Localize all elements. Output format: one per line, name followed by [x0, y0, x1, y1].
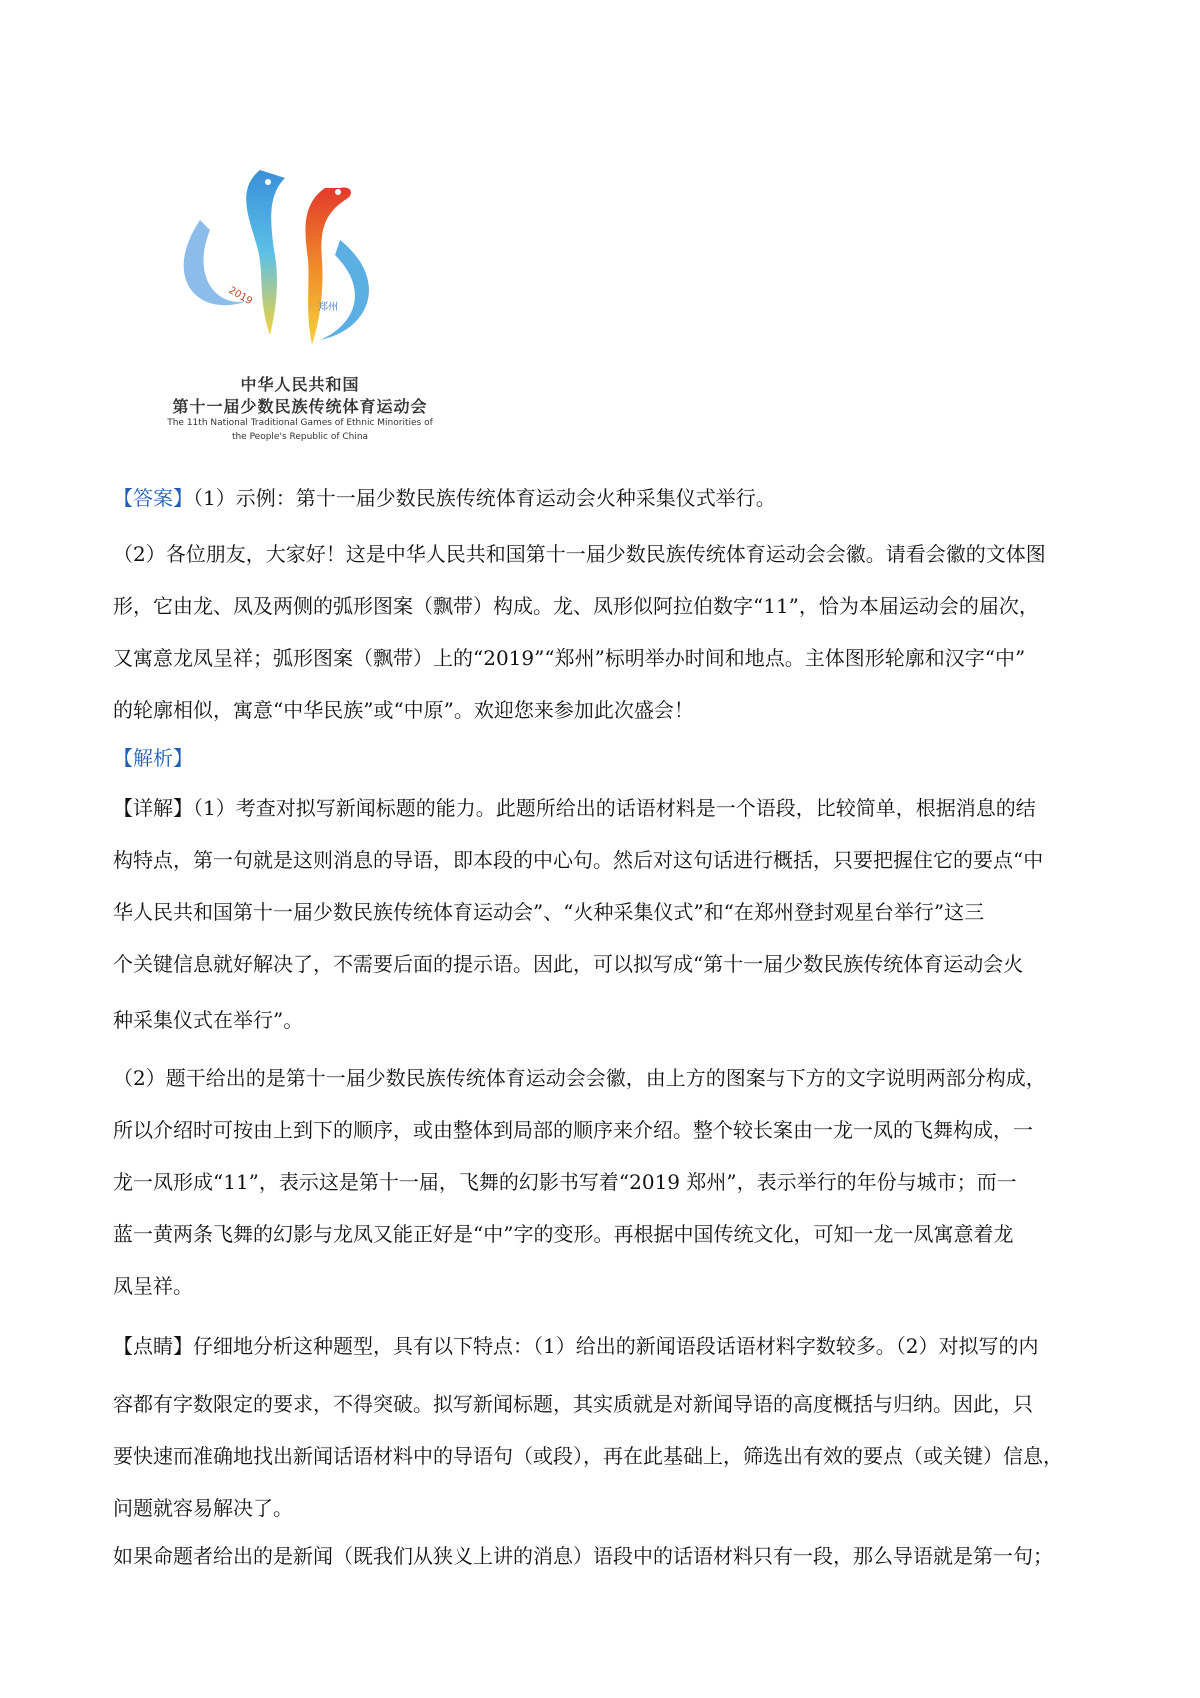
tip-tag: 【点睛】 — [113, 1334, 193, 1358]
tip-line-5: 如果命题者给出的是新闻（既我们从狭义上讲的消息）语段中的话语材料只有一段，那么导语就是第一句； — [113, 1544, 1053, 1568]
analysis-line-2: 构特点，第一句就是这则消息的导语，即本段的中心句。然后对这句话进行概括，只要把握住它的要点“中 — [113, 848, 1044, 872]
analysis-line-1: 【详解】（1）考查对拟写新闻标题的能力。此题所给出的话语材料是一个语段，比较简单，根据消息的结 — [113, 796, 1036, 820]
analysis-line-10: 凤呈祥。 — [113, 1274, 193, 1298]
analysis-line-5: 种采集仪式在举行”。 — [113, 1008, 304, 1032]
games-emblem-logo — [140, 160, 460, 460]
analysis-line-4: 个关键信息就好解决了，不需要后面的提示语。因此，可以拟写成“第十一届少数民族传统体育运动会火 — [113, 952, 1024, 976]
tip-line-1: 【点睛】仔细地分析这种题型，具有以下特点：（1）给出的新闻语段话语材料字数较多。（2）对拟写的内 — [113, 1334, 1039, 1358]
analysis-line-3: 华人民共和国第十一届少数民族传统体育运动会”、“火种采集仪式”和“在郑州登封观星台举行”这三 — [113, 900, 985, 924]
answer-line-4: 又寓意龙凤呈祥；弧形图案（飘带）上的“2019”“郑州”标明举办时间和地点。主体图形轮廓和汉字“中” — [113, 646, 1026, 670]
emblem-title-line1: 中华人民共和国 — [240, 375, 360, 394]
emblem-english-line1: The 11th National Traditional Games of Ethnic Minorities of — [167, 418, 433, 428]
tip-line-3: 要快速而准确地找出新闻话语材料中的导语句（或段），再在此基础上，筛选出有效的要点（或关键）信息， — [113, 1444, 1063, 1468]
analysis-line-9: 蓝一黄两条飞舞的幻影与龙凤又能正好是“中”字的变形。再根据中国传统文化，可知一龙一凤寓意着龙 — [113, 1222, 1014, 1246]
tip-line-4: 问题就容易解决了。 — [113, 1496, 293, 1520]
analysis-line-6: （2）题干给出的是第十一届少数民族传统体育运动会会徽，由上方的图案与下方的文字说明两部分构成， — [113, 1066, 1046, 1090]
emblem-year-text: 2019 — [226, 285, 255, 308]
detail-tag: 【详解】 — [113, 796, 193, 820]
answer-tag: 【答案】 — [113, 486, 193, 510]
emblem-city-text: 郑州 — [318, 302, 338, 313]
analysis-tag: 【解析】 — [113, 746, 193, 770]
answer-line-2: （2）各位朋友，大家好！这是中华人民共和国第十一届少数民族传统体育运动会会徽。请看会徽的文体图 — [113, 542, 1046, 566]
answer-line-1: 【答案】（1）示例：第十一届少数民族传统体育运动会火种采集仪式举行。 — [113, 486, 776, 510]
emblem-title-line2: 第十一届少数民族传统体育运动会 — [172, 397, 428, 416]
emblem-graphic — [140, 160, 460, 370]
analysis-line-8: 龙一凤形成“11”，表示这是第十一届，飞舞的幻影书写着“2019 郑州”，表示举行的年份与城市；而一 — [113, 1170, 1017, 1194]
answer-line-5: 的轮廓相似，寓意“中华民族”或“中原”。欢迎您来参加此次盛会！ — [113, 698, 694, 722]
analysis-line-7: 所以介绍时可按由上到下的顺序，或由整体到局部的顺序来介绍。整个较长案由一龙一凤的飞舞构成，一 — [113, 1118, 1033, 1142]
answer-line-3: 形，它由龙、凤及两侧的弧形图案（飘带）构成。龙、凤形似阿拉伯数字“11”，恰为本届运动会的届次， — [113, 594, 1039, 618]
emblem-english-line2: the People's Republic of China — [231, 432, 369, 442]
tip-line-2: 容都有字数限定的要求，不得突破。拟写新闻标题，其实质就是对新闻导语的高度概括与归纳。因此，只 — [113, 1392, 1033, 1416]
